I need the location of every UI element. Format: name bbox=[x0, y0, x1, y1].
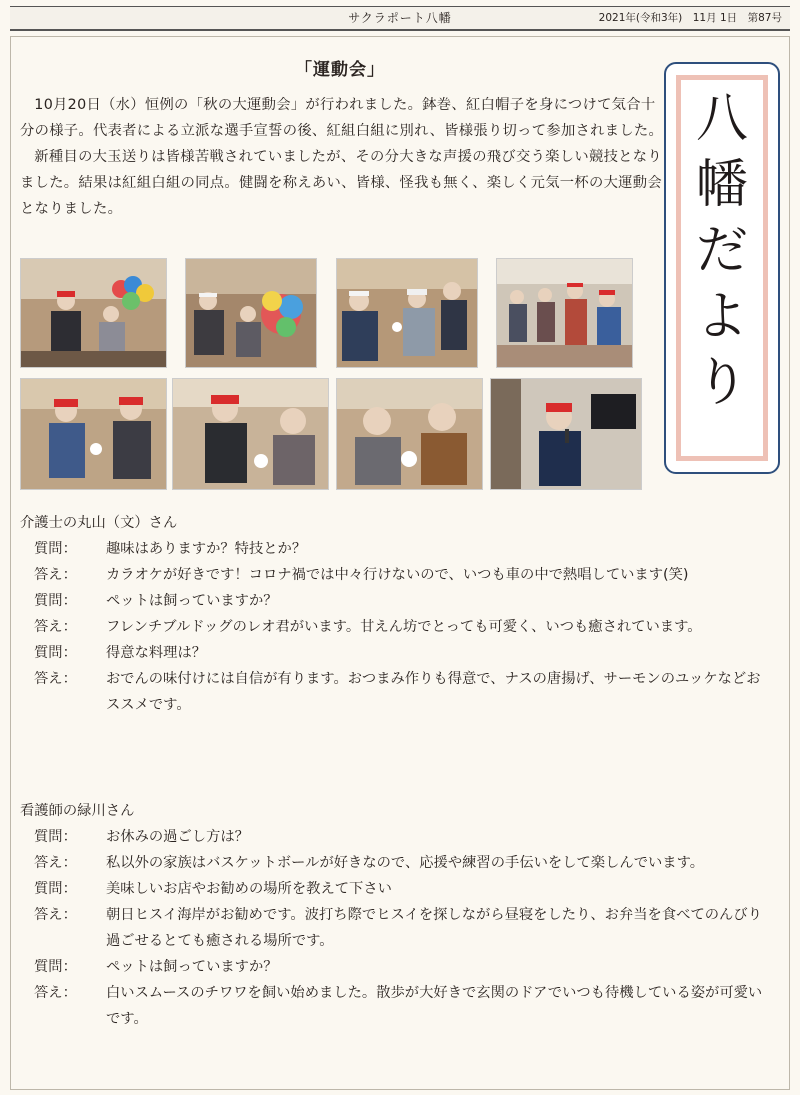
qa-answer bbox=[20, 850, 780, 876]
question-text: ペットは飼っていますか？ bbox=[106, 959, 278, 975]
answer-text: 私以外の家族はバスケットボールが好きなので、応援や練習の手伝いをして楽しんでいます。 bbox=[106, 855, 705, 871]
event-photo bbox=[20, 378, 167, 490]
question-label: 質問： bbox=[34, 541, 77, 557]
answer-text: 朝日ヒスイ海岸がお勧めです。波打ち際でヒスイを探しながら昼寝をしたり、お弁当を食べてのんびり過ごせるとても癒される場所です。 bbox=[106, 907, 762, 949]
question-label: 質問： bbox=[34, 881, 77, 897]
article-title: 「運動会」 bbox=[295, 60, 385, 80]
title-char: だ bbox=[695, 221, 748, 281]
qa-question bbox=[20, 588, 780, 614]
vertical-title-box bbox=[664, 62, 780, 474]
issue-date: 2021年(令和3年) 11月 1日 第87号 bbox=[598, 12, 782, 24]
qa-question bbox=[20, 640, 780, 666]
qa-question bbox=[20, 824, 780, 850]
event-photo bbox=[20, 258, 167, 368]
question-label: 質問： bbox=[34, 829, 77, 845]
vertical-title bbox=[681, 86, 763, 416]
question-text: お休みの過ごし方は？ bbox=[106, 829, 249, 845]
title-char: 八 bbox=[695, 89, 748, 149]
event-photo bbox=[490, 378, 642, 490]
answer-text: 白いスムースのチワワを飼い始めました。散歩が大好きで玄関のドアでいつも待機している姿が可愛いです。 bbox=[106, 985, 763, 1027]
publication-name: サクラポート八幡 bbox=[348, 11, 452, 25]
event-photo bbox=[185, 258, 317, 368]
event-photo bbox=[336, 378, 483, 490]
qa-answer bbox=[20, 614, 780, 640]
question-label: 質問： bbox=[34, 645, 77, 661]
answer-text: おでんの味付けには自信が有ります。おつまみ作りも得意で、ナスの唐揚げ、サーモンのユッケなどおススメです。 bbox=[106, 671, 761, 713]
answer-label: 答え： bbox=[34, 985, 77, 1001]
title-char: り bbox=[695, 353, 748, 413]
question-text: ペットは飼っていますか？ bbox=[106, 593, 278, 609]
qa-question bbox=[20, 954, 780, 980]
question-text: 美味しいお店やお勧めの場所を教えて下さい bbox=[106, 881, 392, 897]
article-body bbox=[20, 92, 670, 222]
question-text: 趣味はありますか？特技とか？ bbox=[106, 541, 307, 557]
qa-answer bbox=[20, 902, 780, 954]
answer-text: カラオケが好きです！コロナ禍では中々行けないので、いつも車の中で熱唱しています(笑) bbox=[106, 567, 689, 583]
question-text: 得意な料理は？ bbox=[106, 645, 207, 661]
article-paragraph: 新種目の大玉送りは皆様苦戦されていましたが、その分大きな声援の飛び交う楽しい競技となりました。結果は紅組白組の同点。健闘を称えあい、皆様、怪我も無く、楽しく元気一杯の大運動会となりました。 bbox=[20, 149, 662, 217]
qa-answer bbox=[20, 980, 780, 1032]
answer-label: 答え： bbox=[34, 855, 77, 871]
answer-text: フレンチブルドッグのレオ君がいます。甘えん坊でとっても可愛く、いつも癒されています。 bbox=[106, 619, 702, 635]
answer-label: 答え： bbox=[34, 671, 77, 687]
title-char: 幡 bbox=[695, 155, 748, 215]
vertical-title-inner bbox=[676, 75, 768, 461]
answer-label: 答え： bbox=[34, 567, 77, 583]
answer-label: 答え： bbox=[34, 619, 77, 635]
event-photo bbox=[172, 378, 329, 490]
interview-section bbox=[20, 798, 780, 1032]
interviewee-name: 介護士の丸山（文）さん bbox=[20, 515, 178, 531]
answer-label: 答え： bbox=[34, 907, 77, 923]
qa-answer bbox=[20, 562, 780, 588]
newsletter-header bbox=[10, 6, 790, 31]
title-char: よ bbox=[695, 287, 748, 347]
interviewee-name: 看護師の緑川さん bbox=[20, 803, 135, 819]
question-label: 質問： bbox=[34, 593, 77, 609]
qa-question bbox=[20, 876, 780, 902]
qa-question bbox=[20, 536, 780, 562]
qa-answer bbox=[20, 666, 780, 718]
event-photo bbox=[336, 258, 478, 368]
interview-section bbox=[20, 510, 780, 718]
question-label: 質問： bbox=[34, 959, 77, 975]
article-paragraph: 10月20日（水）恒例の「秋の大運動会」が行われました。鉢巻、紅白帽子を身につけて気合十分の様子。代表者による立派な選手宣誓の後、紅組白組に別れ、皆様張り切って参加されました。 bbox=[20, 97, 664, 139]
event-photo bbox=[496, 258, 633, 368]
